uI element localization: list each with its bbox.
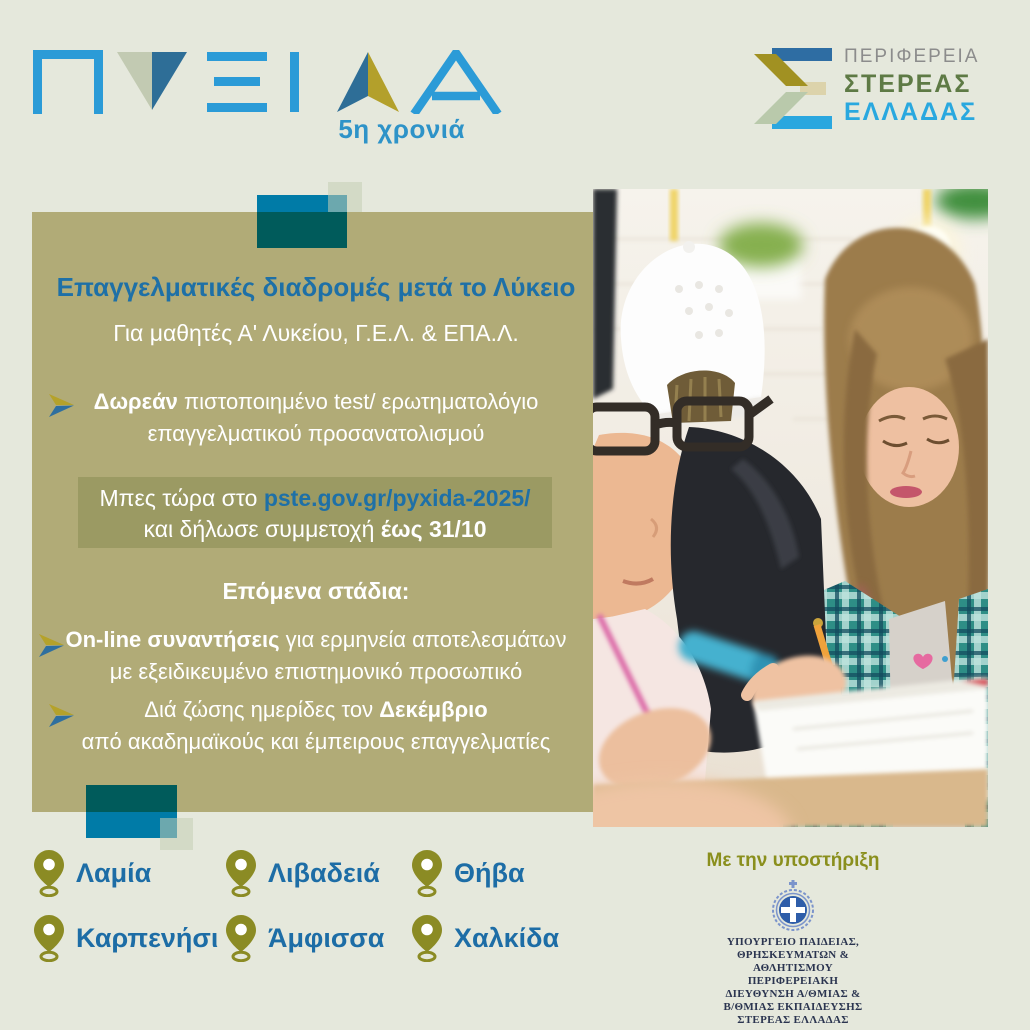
bullet3-line2: από ακαδημαϊκούς και έμπειρους επαγγελματίες [81, 729, 551, 754]
bullet3-bold: Δεκέμβριο [379, 697, 488, 722]
city-label: Θήβα [454, 858, 525, 888]
cta-line2-prefix: και δήλωσε συμμετοχή [143, 516, 381, 542]
ministry-line: ΠΕΡΙΦΕΡΕΙΑΚΗ [747, 975, 839, 987]
support-block [600, 850, 986, 1027]
ministry-line: ΥΠΟΥΡΓΕΙΟ ΠΑΙΔΕΙΑΣ, [726, 936, 860, 948]
bullet-in-person-events [32, 694, 600, 758]
bullet-arrow-icon [38, 634, 65, 657]
deco-rect-top-sage [328, 182, 362, 212]
city-label: Λιβαδειά [268, 858, 380, 888]
bullet3-prefix: Διά ζώσης ημερίδες τον [144, 697, 380, 722]
city-item-lamia [34, 850, 151, 897]
support-label: Με την υποστήριξη [706, 850, 880, 871]
deco-rect-bottom-sage [160, 818, 193, 850]
cta-deadline: έως 31/10 [380, 516, 487, 542]
greek-emblem-icon [770, 878, 816, 934]
bullet2-line2: με εξειδικευμένο επιστημονικό προσωπικό [109, 659, 523, 684]
ministry-text [600, 936, 986, 1027]
map-pin-icon [412, 915, 442, 962]
bullet-arrow-icon [48, 704, 75, 727]
ministry-line: ΑΘΛΗΤΙΣΜΟΥ [753, 962, 833, 974]
cta-box [78, 477, 552, 548]
city-label: Καρπενήσι [76, 923, 219, 953]
map-pin-icon [226, 915, 256, 962]
map-pin-icon [412, 850, 442, 897]
city-item-karpenisi [34, 915, 218, 962]
bullet-online-meetings [32, 624, 600, 688]
ministry-line: ΘΡΗΣΚΕΥΜΑΤΩΝ & [736, 949, 850, 961]
bullet-arrow-icon [48, 394, 75, 417]
bullet2-bold: On-line συναντήσεις [65, 627, 280, 652]
cta-prefix: Μπες τώρα στο [99, 485, 264, 511]
cta-link[interactable]: pste.gov.gr/pyxida-2025/ [263, 485, 531, 511]
region-line-3: ΕΛΛΑΔΑΣ [844, 98, 978, 126]
panel-subheading: Για μαθητές Α' Λυκείου, Γ.Ε.Λ. & ΕΠΑ.Λ. [113, 320, 519, 346]
info-panel [32, 212, 600, 812]
bullet2-rest: για ερμηνεία αποτελεσμάτων [279, 627, 567, 652]
students-photo-illustration [593, 189, 988, 827]
sigma-region-icon [752, 48, 832, 130]
bullet1-rest: πιστοποιημένο test/ ερωτηματολόγιο [177, 389, 539, 414]
region-line-2: ΣΤΕΡΕΑΣ [844, 70, 972, 98]
ministry-line: ΣΤΕΡΕΑΣ ΕΛΛΑΔΑΣ [737, 1014, 849, 1026]
map-pin-icon [34, 915, 64, 962]
map-pin-icon [34, 850, 64, 897]
bullet1-bold: Δωρεάν [93, 389, 178, 414]
city-label: Χαλκίδα [454, 923, 560, 953]
panel-heading: Επαγγελματικές διαδρομές μετά το Λύκειο [56, 272, 576, 302]
students-photo [593, 189, 988, 827]
ministry-line: ΔΙΕΥΘΥΝΣΗ Α/ΘΜΙΑΣ & [725, 988, 861, 1000]
city-label: Λαμία [76, 858, 152, 888]
city-item-livadeia [226, 850, 380, 897]
ministry-line: Β/ΘΜΙΑΣ ΕΚΠΑΙΔΕΥΣΗΣ [723, 1001, 863, 1013]
pyxida-logo [33, 50, 503, 114]
region-line-1: ΠΕΡΙΦΕΡΕΙΑ [844, 46, 980, 67]
bullet-free-test [32, 386, 600, 450]
city-label: Άμφισσα [268, 923, 385, 953]
city-item-chalkida [412, 915, 559, 962]
bullet1-line2: επαγγελματικού προσανατολισμού [147, 421, 485, 446]
stages-heading: Επόμενα στάδια: [222, 578, 410, 604]
city-item-thiva [412, 850, 525, 897]
city-item-amfissa [226, 915, 384, 962]
logo-subtitle: 5η χρονιά [338, 114, 465, 144]
map-pin-icon [226, 850, 256, 897]
